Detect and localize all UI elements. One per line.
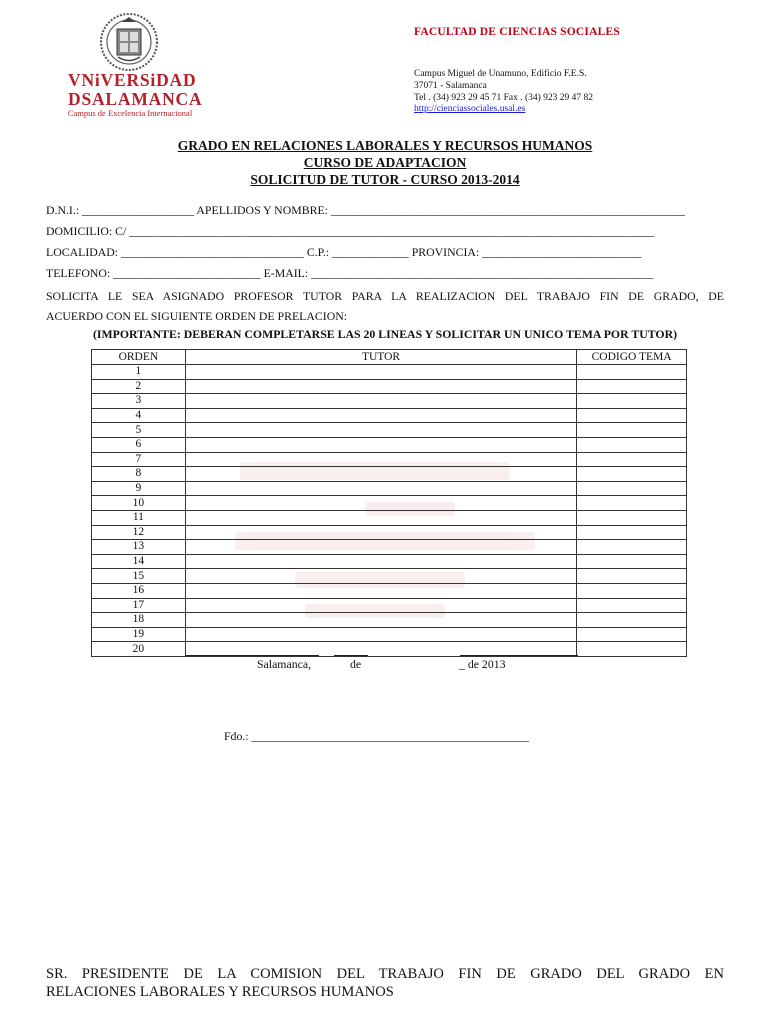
tutor-cell[interactable]	[185, 510, 576, 525]
table-row	[92, 627, 687, 642]
addressee-line-2: RELACIONES LABORALES Y RECURSOS HUMANOS	[46, 984, 394, 1000]
topic-code-cell[interactable]	[577, 365, 687, 380]
row-number: 18	[92, 613, 186, 628]
topic-code-cell[interactable]	[577, 423, 687, 438]
column-header-topic-code: CODIGO TEMA	[577, 350, 687, 365]
date-de-label: de	[350, 657, 362, 671]
topic-code-cell[interactable]	[577, 642, 687, 657]
tutor-cell[interactable]	[185, 423, 576, 438]
row-number: 17	[92, 598, 186, 613]
date-city: Salamanca,	[257, 657, 312, 671]
table-row	[92, 365, 687, 380]
row-number: 5	[92, 423, 186, 438]
table-row	[92, 510, 687, 525]
topic-code-cell[interactable]	[577, 496, 687, 511]
addressee-line-1: SR. PRESIDENTE DE LA COMISION DEL TRABAJO FIN DE GRADO DEL GRADO EN	[46, 966, 724, 982]
request-text-line-2: ACUERDO CON EL SIGUIENTE ORDEN DE PRELACION:	[46, 309, 348, 323]
tutor-cell[interactable]	[185, 379, 576, 394]
table-row	[92, 467, 687, 482]
table-row	[92, 423, 687, 438]
tutor-cell[interactable]	[185, 496, 576, 511]
topic-code-cell[interactable]	[577, 510, 687, 525]
important-note: (IMPORTANTE: DEBERAN COMPLETARSE LAS 20 LINEAS Y SOLICITAR UN UNICO TEMA POR TUTOR)	[92, 327, 678, 341]
signature-line[interactable]: Fdo.: _______________________________________________	[224, 729, 529, 743]
faculty-website-link[interactable]: http://cienciassociales.usal.es	[414, 104, 526, 114]
topic-code-cell[interactable]	[577, 583, 687, 598]
table-row	[92, 569, 687, 584]
row-number: 13	[92, 540, 186, 555]
row-number: 3	[92, 394, 186, 409]
row-number: 15	[92, 569, 186, 584]
topic-code-cell[interactable]	[577, 569, 687, 584]
tutor-cell[interactable]	[185, 540, 576, 555]
tutor-cell[interactable]	[185, 569, 576, 584]
topic-code-cell[interactable]	[577, 613, 687, 628]
topic-code-cell[interactable]	[577, 554, 687, 569]
university-name-line2: DSALAMANCA	[68, 89, 203, 109]
table-row	[92, 452, 687, 467]
column-header-tutor: TUTOR	[185, 350, 576, 365]
row-number: 11	[92, 510, 186, 525]
row-number: 16	[92, 583, 186, 598]
topic-code-cell[interactable]	[577, 627, 687, 642]
row-number: 1	[92, 365, 186, 380]
address-field-line[interactable]: DOMICILIO: C/ _________________________________________________________________________________________	[46, 224, 655, 238]
topic-code-cell[interactable]	[577, 481, 687, 496]
row-number: 19	[92, 627, 186, 642]
topic-code-cell[interactable]	[577, 525, 687, 540]
row-number: 20	[92, 642, 186, 657]
table-row	[92, 394, 687, 409]
request-text-line-1: SOLICITA LE SEA ASIGNADO PROFESOR TUTOR PARA LA REALIZACION DEL TRABAJO FIN DE GRADO, DE	[46, 289, 724, 303]
table-row	[92, 583, 687, 598]
tutor-cell[interactable]	[185, 525, 576, 540]
topic-code-cell[interactable]	[577, 437, 687, 452]
tutor-cell[interactable]	[185, 627, 576, 642]
tutor-cell[interactable]	[185, 598, 576, 613]
locality-field-line[interactable]: LOCALIDAD: _______________________________ C.P.: _____________ PROVINCIA: ___________________________	[46, 245, 642, 259]
course-title: CURSO DE ADAPTACION	[303, 155, 467, 170]
row-number: 12	[92, 525, 186, 540]
row-number: 7	[92, 452, 186, 467]
row-number: 9	[92, 481, 186, 496]
topic-code-cell[interactable]	[577, 452, 687, 467]
table-row	[92, 379, 687, 394]
topic-code-cell[interactable]	[577, 379, 687, 394]
dni-name-field-line[interactable]: D.N.I.: ___________________ APELLIDOS Y NOMBRE: ____________________________________________________________	[46, 203, 685, 217]
degree-title: GRADO EN RELACIONES LABORALES Y RECURSOS HUMANOS	[177, 138, 593, 153]
phone-email-field-line[interactable]: TELEFONO: _________________________ E-MAIL: __________________________________________________________	[46, 266, 654, 280]
row-number: 10	[92, 496, 186, 511]
topic-code-cell[interactable]	[577, 467, 687, 482]
topic-code-cell[interactable]	[577, 394, 687, 409]
date-month-underline[interactable]	[334, 655, 368, 656]
date-day-underline[interactable]	[186, 655, 319, 656]
row-number: 14	[92, 554, 186, 569]
address-line-3: Tel . (34) 923 29 45 71 Fax . (34) 923 29 47 82	[414, 93, 594, 103]
column-header-order: ORDEN	[92, 350, 186, 365]
date-year-underline[interactable]	[460, 655, 578, 656]
table-row	[92, 598, 687, 613]
addressee-block	[46, 965, 724, 1001]
tutor-cell[interactable]	[185, 467, 576, 482]
table-header-row	[92, 350, 687, 365]
table-row	[92, 496, 687, 511]
university-name-line1: VNiVERSiDAD	[68, 70, 197, 90]
tutor-preference-table	[91, 349, 687, 657]
tutor-cell[interactable]	[185, 408, 576, 423]
date-year-label: _ de 2013	[459, 657, 506, 671]
table-row	[92, 525, 687, 540]
university-crest-icon	[98, 12, 160, 72]
topic-code-cell[interactable]	[577, 598, 687, 613]
request-title: SOLICITUD DE TUTOR - CURSO 2013-2014	[250, 172, 520, 187]
tutor-cell[interactable]	[185, 437, 576, 452]
university-subtitle: Campus de Excelencia Internacional	[67, 108, 193, 118]
table-row	[92, 613, 687, 628]
address-line-2: 37071 - Salamanca	[414, 81, 487, 91]
topic-code-cell[interactable]	[577, 408, 687, 423]
tutor-cell[interactable]	[185, 481, 576, 496]
table-row	[92, 408, 687, 423]
tutor-cell[interactable]	[185, 554, 576, 569]
address-line-1: Campus Miguel de Unamuno, Edificio F.E.S.	[414, 69, 587, 79]
tutor-cell[interactable]	[185, 613, 576, 628]
table-row	[92, 642, 687, 657]
table-row	[92, 554, 687, 569]
tutor-cell[interactable]	[185, 583, 576, 598]
tutor-cell[interactable]	[185, 365, 576, 380]
faculty-name: FACULTAD DE CIENCIAS SOCIALES	[414, 26, 620, 38]
tutor-cell[interactable]	[185, 452, 576, 467]
row-number: 4	[92, 408, 186, 423]
row-number: 2	[92, 379, 186, 394]
row-number: 8	[92, 467, 186, 482]
table-row	[92, 437, 687, 452]
table-row	[92, 540, 687, 555]
topic-code-cell[interactable]	[577, 540, 687, 555]
tutor-cell[interactable]	[185, 394, 576, 409]
row-number: 6	[92, 437, 186, 452]
table-row	[92, 481, 687, 496]
